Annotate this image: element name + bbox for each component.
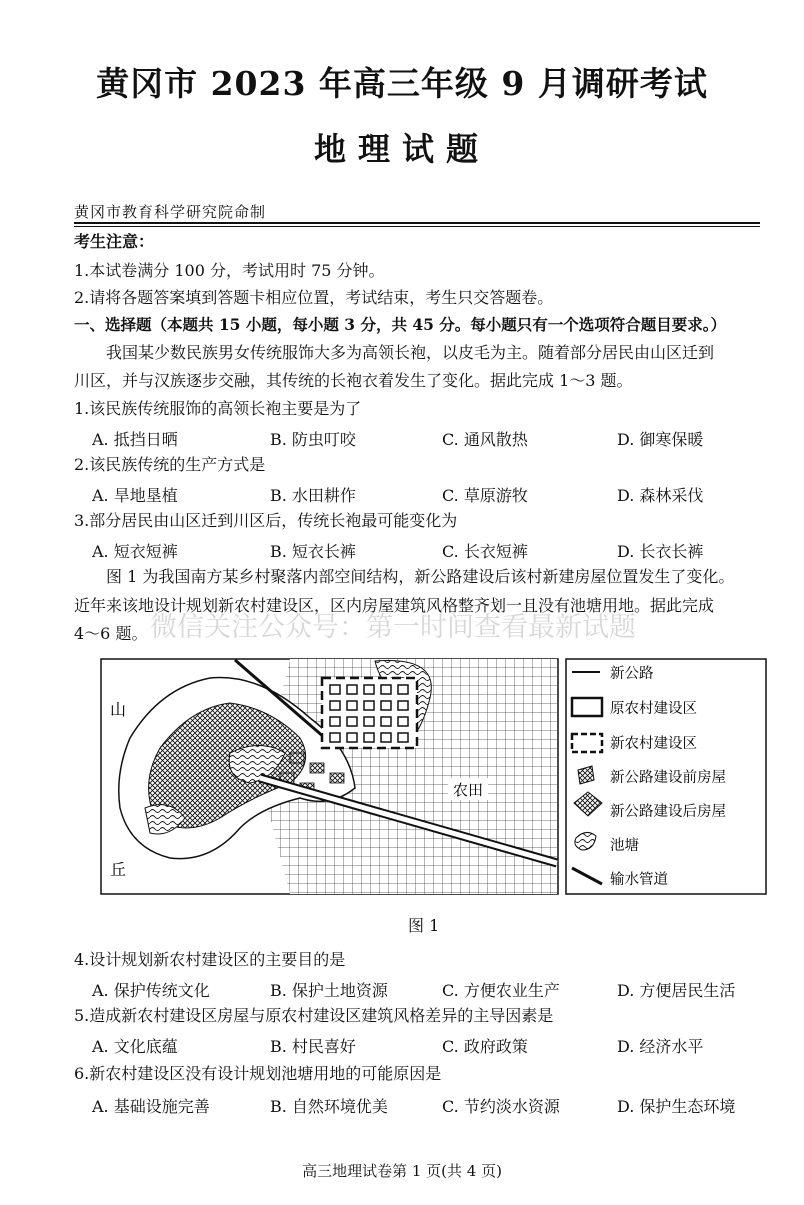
village-map-figure [100,658,770,898]
option-c: C. 长衣短裤 [442,542,528,561]
option-a: A. 旱地垦植 [92,486,178,505]
passage-line: 我国某少数民族男女传统服饰大多为高领长袍，以皮毛为主。随着部分居民由山区迁到 [106,343,715,362]
legend-label: 新农村建设区 [610,736,697,752]
legend-label: 新公路建设前房屋 [610,770,726,786]
question-stem: 6.新农村建设区没有设计规划池塘用地的可能原因是 [74,1064,442,1083]
label-mountain: 山 [109,700,127,719]
option-b: B. 自然环境优美 [270,1097,388,1116]
watermark: 微信关注公众号：第一时间查看最新试题 [150,612,636,643]
option-d: D. 长衣长裤 [617,542,704,561]
label-farmland: 农田 [452,781,484,799]
option-c: C. 通风散热 [442,430,528,449]
question-stem: 5.造成新农村建设区房屋与原农村建设区建筑风格差异的主导因素是 [74,1006,554,1025]
figure-caption: 图 1 [408,916,440,935]
option-b: B. 村民喜好 [270,1037,356,1056]
option-b: B. 防虫叮咬 [270,430,356,449]
option-b: B. 保护土地资源 [270,981,388,1000]
page-footer: 高三地理试卷第 1 页(共 4 页) [302,1162,502,1180]
notice-item: 1.本试卷满分 100 分，考试用时 75 分钟。 [74,261,385,280]
question-stem: 2.该民族传统的生产方式是 [74,455,266,474]
legend-label: 新公路 [610,666,654,682]
label-hill: 丘 [109,860,127,879]
option-d: D. 森林采伐 [617,486,704,505]
option-d: D. 经济水平 [617,1037,704,1056]
option-a: A. 短衣短裤 [92,542,178,561]
passage-line: 4～6 题。 [74,624,148,643]
question-stem: 4.设计规划新农村建设区的主要目的是 [74,950,346,969]
option-c: C. 草原游牧 [442,486,528,505]
legend-label: 池塘 [610,838,639,854]
passage-line: 川区，并与汉族逐步交融，其传统的长袍衣着发生了变化。据此完成 1～3 题。 [74,371,633,390]
legend-label: 新公路建设后房屋 [610,804,726,820]
notice-item: 2.请将各题答案填到答题卡相应位置，考试结束，考生只交答题卷。 [74,288,554,307]
question-stem: 1.该民族传统服饰的高领长袍主要是为了 [74,399,362,418]
option-b: B. 短衣长裤 [270,542,356,561]
legend-label: 原农村建设区 [610,701,697,717]
passage-line: 图 1 为我国南方某乡村聚落内部空间结构，新公路建设后该村新建房屋位置发生了变化。 [106,567,735,586]
option-d: D. 方便居民生活 [617,981,736,1000]
option-c: C. 政府政策 [442,1037,528,1056]
section-heading: 一、选择题（本题共 15 小题，每小题 3 分，共 45 分。每小题只有一个选项符合题目要求。） [74,315,727,334]
option-d: D. 保护生态环境 [617,1097,736,1116]
option-c: C. 节约淡水资源 [442,1097,560,1116]
option-b: B. 水田耕作 [270,486,356,505]
option-d: D. 御寒保暖 [617,430,704,449]
notice-heading: 考生注意： [74,232,155,251]
question-stem: 3.部分居民由山区迁到川区后，传统长袍最可能变化为 [74,511,458,530]
header-rule [74,222,760,224]
option-c: C. 方便农业生产 [442,981,560,1000]
option-a: A. 文化底蕴 [92,1037,178,1056]
legend-label: 输水管道 [610,872,668,888]
header-rule-thin [74,226,760,227]
issuer-line: 黄冈市教育科学研究院命制 [74,203,267,221]
subject-title: 地理试题 [313,130,490,168]
option-a: A. 抵挡日晒 [92,430,178,449]
option-a: A. 保护传统文化 [92,981,210,1000]
exam-title: 黄冈市 2023 年高三年级 9 月调研考试 [96,64,708,103]
solid-rect-icon [572,698,602,716]
dashed-rect-icon [572,734,602,752]
passage-line: 近年来该地设计规划新农村建设区，区内房屋建筑风格整齐划一且没有池塘用地。据此完成 [74,596,715,615]
option-a: A. 基础设施完善 [92,1097,210,1116]
